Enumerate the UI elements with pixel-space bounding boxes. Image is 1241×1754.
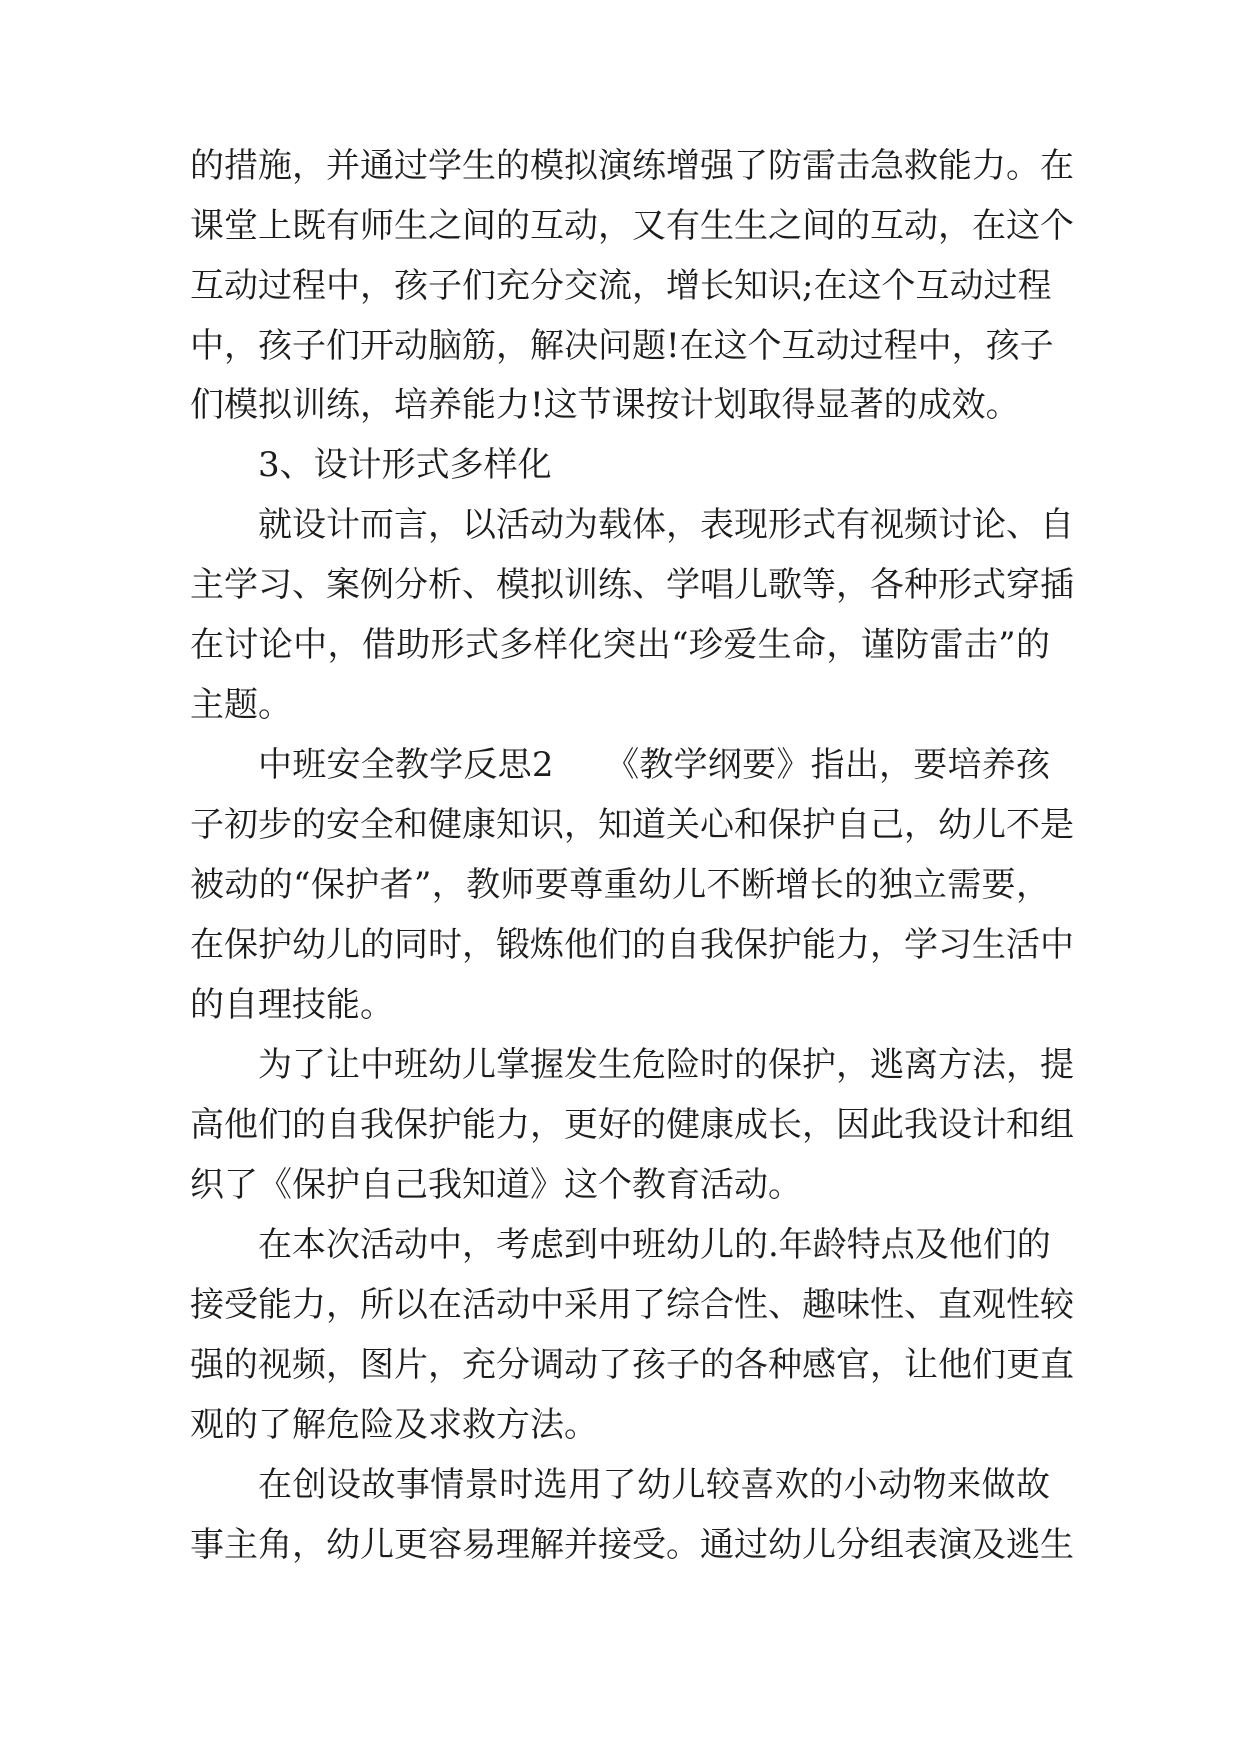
text-line: 织了《保护自己我知道》这个教育活动。: [190, 1165, 802, 1205]
text-line: 主学习、案例分析、模拟训练、学唱儿歌等，各种形式穿插: [190, 565, 1074, 605]
text-line: 的自理技能。: [190, 985, 394, 1025]
text-line: 就设计而言，以活动为载体，表现形式有视频讨论、自: [258, 505, 1074, 545]
text-line: 在创设故事情景时选用了幼儿较喜欢的小动物来做故: [258, 1465, 1050, 1505]
text-line: 在本次活动中，考虑到中班幼儿的.年龄特点及他们的: [258, 1225, 1051, 1265]
text-line: 为了让中班幼儿掌握发生危险时的保护，逃离方法，提: [258, 1045, 1074, 1085]
text-line: 高他们的自我保护能力，更好的健康成长，因此我设计和组: [190, 1105, 1074, 1145]
text-line: 中班安全教学反思2 《教学纲要》指出，要培养孩: [258, 745, 1050, 785]
text-line: 们模拟训练，培养能力!这节课按计划取得显著的成效。: [190, 385, 1020, 425]
text-line: 事主角，幼儿更容易理解并接受。通过幼儿分组表演及逃生: [190, 1525, 1074, 1565]
text-line: 子初步的安全和健康知识，知道关心和保护自己，幼儿不是: [190, 805, 1074, 845]
text-line: 的措施，并通过学生的模拟演练增强了防雷击急救能力。在: [190, 146, 1074, 186]
text-line: 被动的“保护者”，教师要尊重幼儿不断增长的独立需要，: [190, 865, 1050, 905]
text-line: 主题。: [190, 685, 292, 725]
section-heading: 3、设计形式多样化: [258, 445, 552, 485]
text-line: 中，孩子们开动脑筋，解决问题!在这个互动过程中，孩子: [190, 326, 1054, 366]
text-line: 强的视频，图片，充分调动了孩子的各种感官，让他们更直: [190, 1345, 1074, 1385]
text-line: 互动过程中，孩子们充分交流，增长知识;在这个互动过程: [190, 266, 1052, 306]
text-line: 观的了解危险及求救方法。: [190, 1405, 598, 1445]
text-line: 接受能力，所以在活动中采用了综合性、趣味性、直观性较: [190, 1285, 1074, 1325]
text-line: 课堂上既有师生之间的互动，又有生生之间的互动，在这个: [190, 206, 1074, 246]
text-line: 在保护幼儿的同时，锻炼他们的自我保护能力，学习生活中: [190, 925, 1074, 965]
text-line: 在讨论中，借助形式多样化突出“珍爱生命，谨防雷击”的: [190, 625, 1050, 665]
